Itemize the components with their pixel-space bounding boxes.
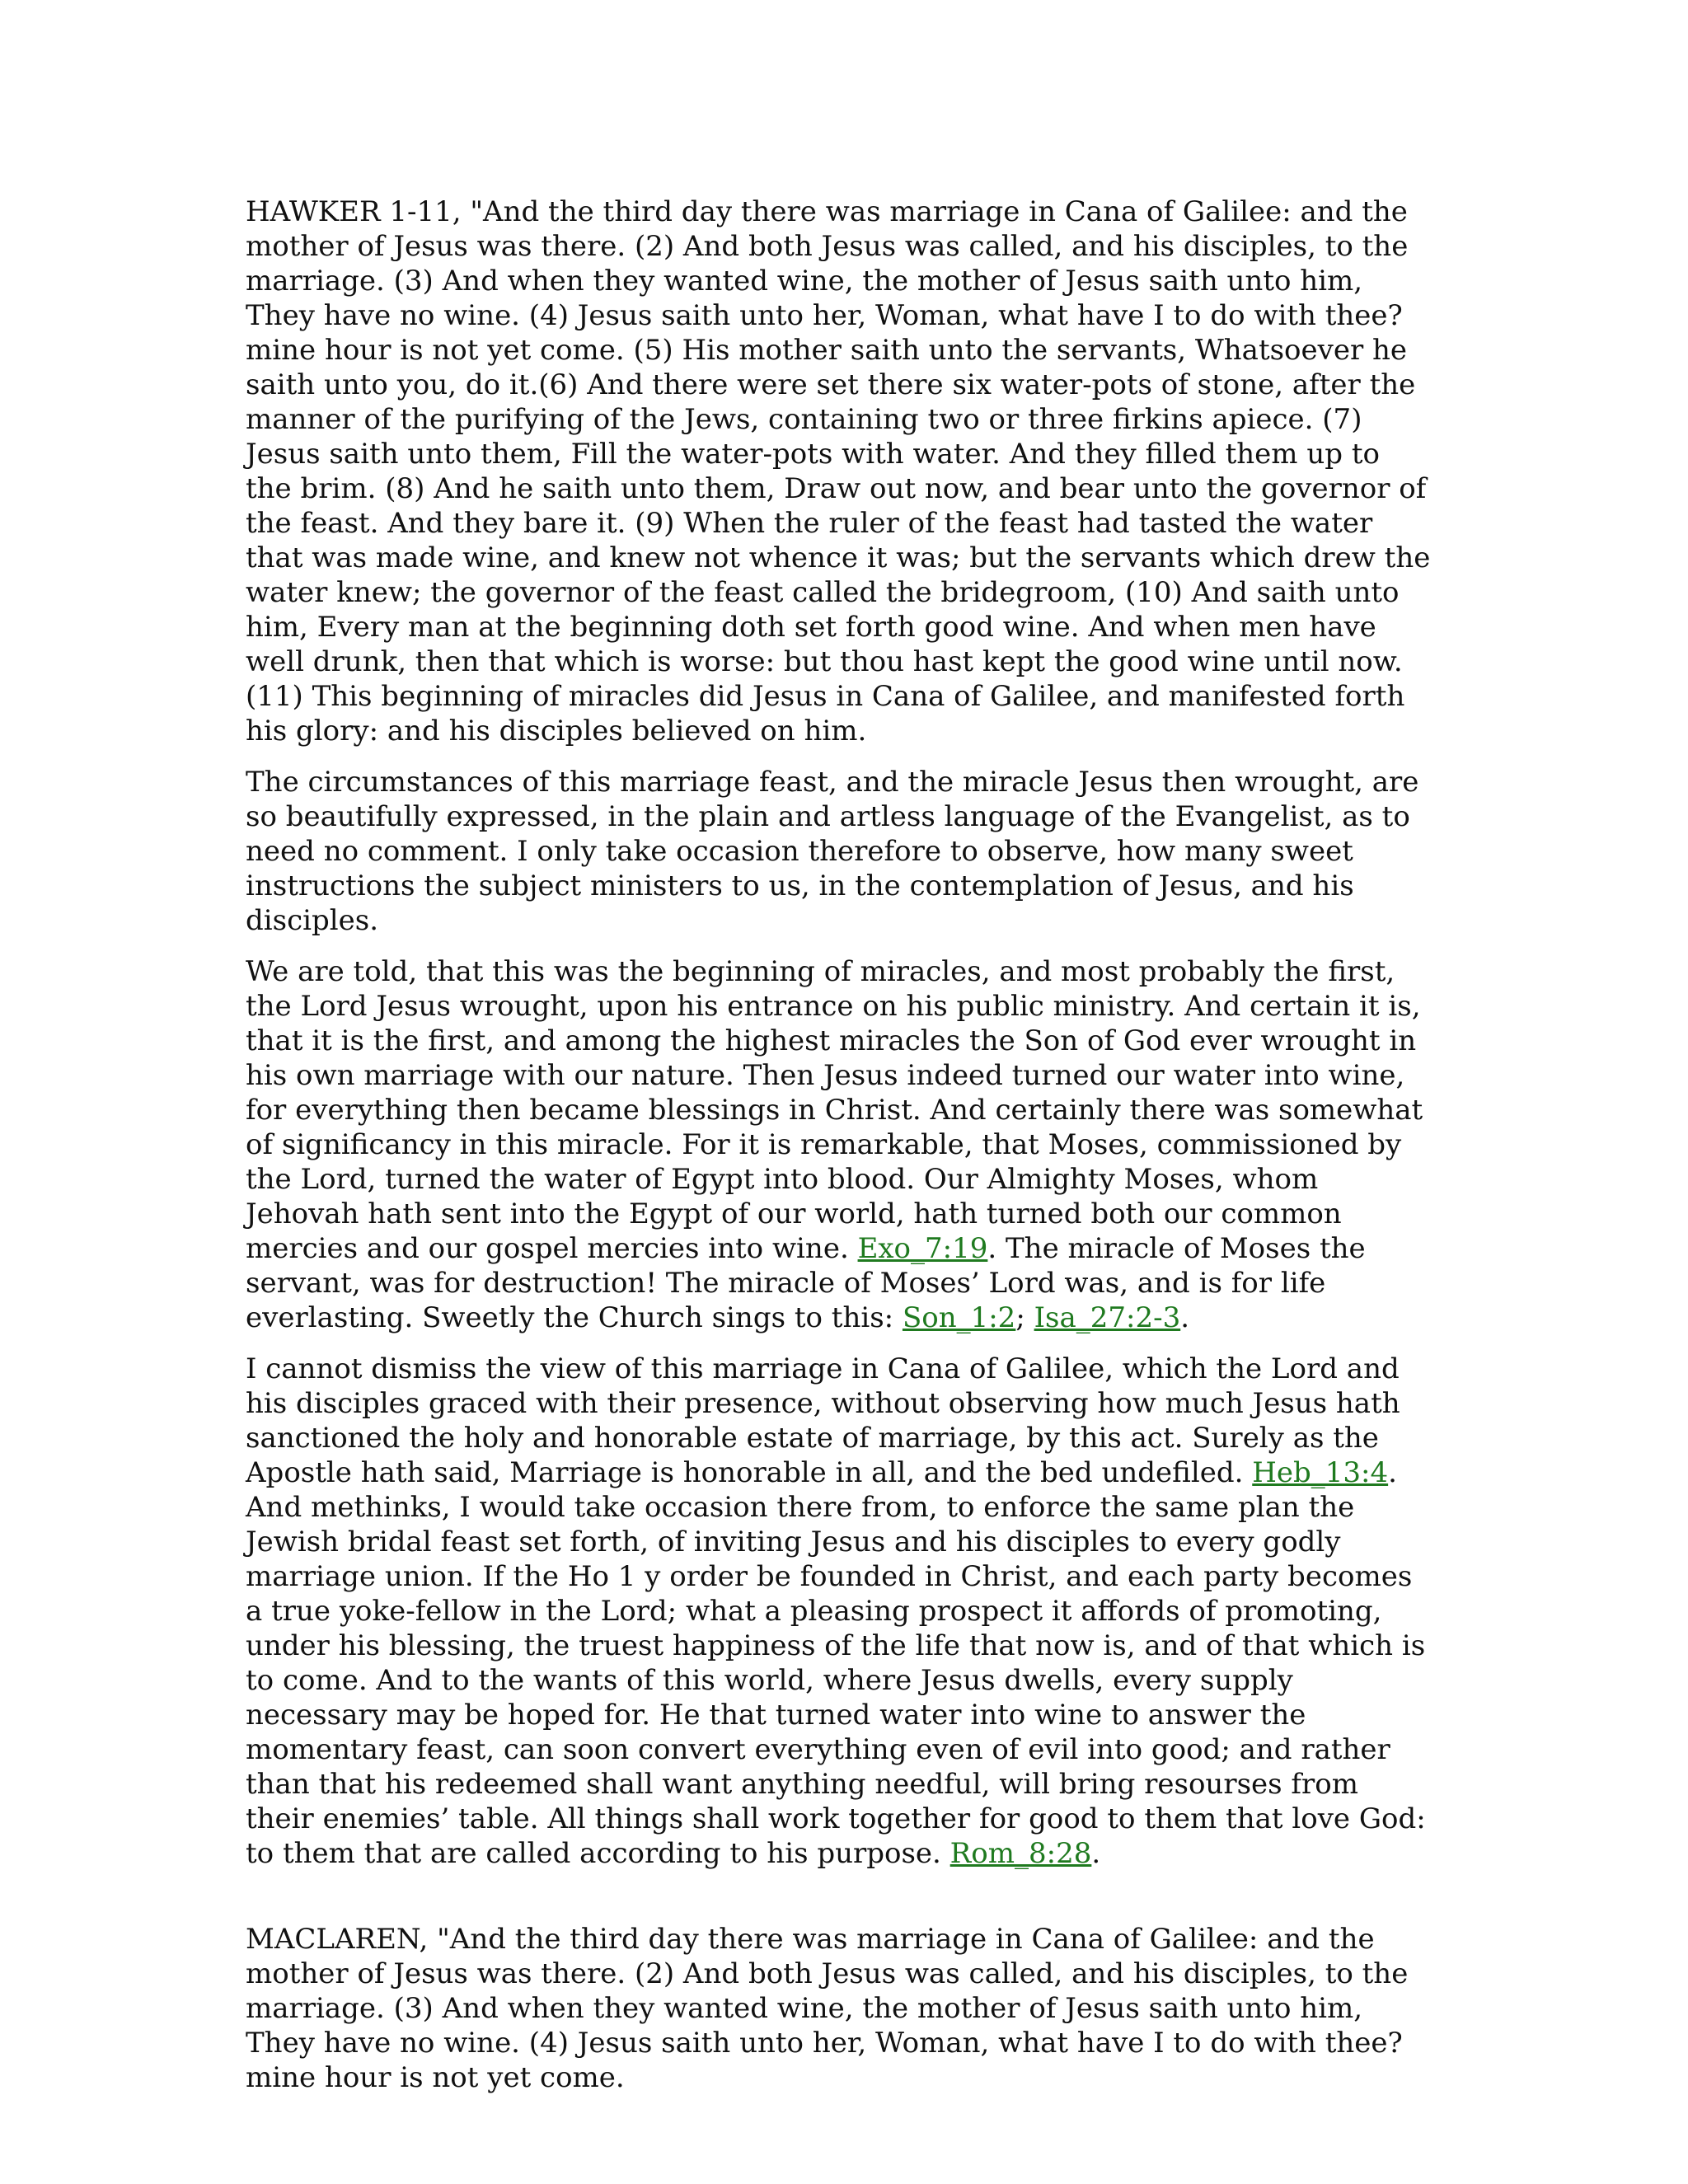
scripture-link-heb-13-4[interactable]: Heb_13:4 xyxy=(1252,1456,1389,1489)
text-span: We are told, that this was the beginning of miracles, and most probably the first, the Lord Jesus wrought, upon his entrance on his public ministry. And certain it is, that it is the first, and among the highest miracles the Son of God ever wrought in his own marriage with our nature. Then Jesus indeed turned our water into wine, for everything then became blessings in Christ. And certainly there was somewhat of significancy in this miracle. For it is remarkable, that Moses, commissioned by the Lord, turned the water of Egypt into blood. Our Almighty Moses, whom Jehovah hath sent into the Egypt of our world, hath turned both our common mercies and our gospel mercies into wine. xyxy=(246,955,1423,1265)
text-span: . xyxy=(1091,1837,1101,1870)
scripture-link-exo-7-19[interactable]: Exo_7:19 xyxy=(857,1232,988,1265)
scripture-link-son-1-2[interactable]: Son_1:2 xyxy=(902,1301,1016,1334)
paragraph-hawker-text xyxy=(246,194,1432,748)
paragraph-maclaren-text xyxy=(246,1922,1432,2095)
paragraph-marriage-honorable xyxy=(246,1352,1432,1871)
document-body xyxy=(246,194,1432,2111)
text-span: ; xyxy=(1015,1301,1034,1334)
paragraph-beginning-of-miracles xyxy=(246,954,1432,1335)
scripture-link-isa-27-2-3[interactable]: Isa_27:2-3 xyxy=(1034,1301,1181,1334)
text-span: I cannot dismiss the view of this marriage in Cana of Galilee, which the Lord and his disciples graced with their presence, without observing how much Jesus hath sanctioned the holy and honorable estate of marriage, by this act. Surely as the Apostle hath said, Marriage is honorable in all, and the bed undefiled. xyxy=(246,1352,1400,1489)
text-span: . The miracle of Moses the servant, was for destruction! The miracle of Moses’ Lord was, and is for life everlasting. Sweetly the Church sings to this: xyxy=(246,1232,1366,1334)
text-span: HAWKER 1-11, "And the third day there was marriage in Cana of Galilee: and the mother of Jesus was there. (2) And both Jesus was called, and his disciples, to the marriage. (3) And when they wanted wine, the mother of Jesus saith unto him, They have no wine. (4) Jesus saith unto her, Woman, what have I to do with thee? mine hour is not yet come. (5) His mother saith unto the servants, Whatsoever he saith unto you, do it.(6) And there were set there six water-pots of stone, after the manner of the purifying of the Jews, containing two or three firkins apiece. (7) Jesus saith unto them, Fill the water-pots with water. And they filled them up to the brim. (8) And he saith unto them, Draw out now, and bear unto the governor of the feast. And they bare it. (9) When the ruler of the feast had tasted the water that was made wine, and knew not whence it was; but the servants which drew the water knew; the governor of the feast called the bridegroom, (10) And saith unto him, Every man at the beginning doth set forth good wine. And when men have well drunk, then that which is worse: but thou hast kept the good wine until now. (11) This beginning of miracles did Jesus in Cana of Galilee, and manifested forth his glory: and his disciples believed on him. xyxy=(246,195,1431,748)
text-span: . xyxy=(1180,1301,1190,1334)
text-span: MACLAREN, "And the third day there was marriage in Cana of Galilee: and the mother of Jesus was there. (2) And both Jesus was called, and his disciples, to the marriage. (3) And when they wanted wine, the mother of Jesus saith unto him, They have no wine. (4) Jesus saith unto her, Woman, what have I to do with thee? mine hour is not yet come. xyxy=(246,1923,1409,2094)
paragraph-circumstances xyxy=(246,765,1432,938)
text-span: The circumstances of this marriage feast, and the miracle Jesus then wrought, are so beautifully expressed, in the plain and artless language of the Evangelist, as to need no comment. I only take occasion therefore to observe, how many sweet instructions the subject ministers to us, in the contemplation of Jesus, and his disciples. xyxy=(246,766,1419,937)
scripture-link-rom-8-28[interactable]: Rom_8:28 xyxy=(950,1837,1092,1870)
text-span: . And methinks, I would take occasion there from, to enforce the same plan the Jewish bridal feast set forth, of inviting Jesus and his disciples to every godly marriage union. If the Ho 1 y order be founded in Christ, and each party becomes a true yoke-fellow in the Lord; what a pleasing prospect it affords of promoting, under his blessing, the truest happiness of the life that now is, and of that which is to come. And to the wants of this world, where Jesus dwells, every supply necessary may be hoped for. He that turned water into wine to answer the momentary feast, can soon convert everything even of evil into good; and rather than that his redeemed shall want anything needful, will bring resourses from their enemies’ table. All things shall work together for good to them that love God: to them that are called according to his purpose. xyxy=(246,1456,1426,1870)
